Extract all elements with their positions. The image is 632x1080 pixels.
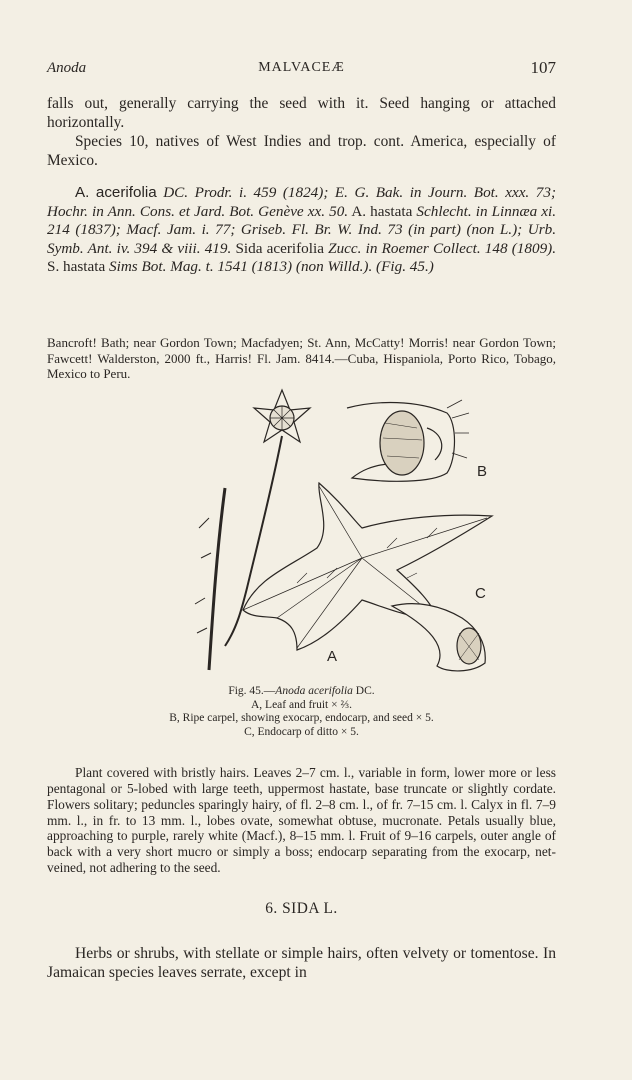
synonym-2: Sida acerifolia bbox=[235, 239, 324, 257]
running-head-family: MALVACEÆ bbox=[258, 60, 345, 75]
endocarp-figure bbox=[392, 604, 485, 671]
synonym-3: S. hastata bbox=[47, 258, 106, 275]
figure-label-b: B bbox=[477, 463, 488, 480]
running-head-genus: Anoda bbox=[47, 60, 87, 76]
figure-label-c: C bbox=[475, 585, 486, 602]
synonymy-citation-2: Schlecht. in Linnæa xi. 214 (1837); Macf. Jam. i. 77; Griseb. Fl. Br. W. Ind. 73 (in part) (non L.); Urb. Symb. Ant. iv. 394 & viii. 419. bbox=[47, 202, 557, 257]
synonym-1: A. hastata bbox=[351, 202, 413, 220]
main-stem bbox=[209, 488, 225, 670]
synonymy-citation-3: Zucc. in Roemer Collect. 148 (1809). bbox=[328, 239, 557, 257]
synonymy-citation-1: DC. Prodr. i. 459 (1824); E. G. Bak. in Journ. Bot. xxx. 73; Hochr. in Ann. Cons. et Jard. Bot. Genève xx. 50. bbox=[47, 184, 557, 220]
page-number: 107 bbox=[530, 58, 556, 77]
botanical-illustration bbox=[147, 378, 507, 678]
running-head bbox=[47, 58, 556, 80]
section-heading: 6. SIDA L. bbox=[265, 900, 338, 917]
species-name: acerifolia bbox=[95, 184, 157, 201]
caption-line: B, Ripe carpel, showing exocarp, endocarp, and seed × 5. bbox=[169, 712, 434, 724]
synonymy-citation-4: Sims Bot. Mag. t. 1541 (1813) (non Willd.). (Fig. 45.) bbox=[109, 258, 434, 275]
caption-line: A, Leaf and fruit × ⅔. bbox=[250, 698, 352, 711]
genus-abbrev: A. bbox=[75, 184, 90, 201]
genus-description: Herbs or shrubs, with stellate or simple hairs, often velvety or tomentose. In Jamaican species leaves serrate, except in bbox=[47, 944, 556, 981]
synonymy-paragraph bbox=[47, 184, 556, 277]
paragraph-seed: falls out, generally carrying the seed with it. Seed hanging or attached horizontally. bbox=[47, 95, 556, 131]
paragraph-species-count: Species 10, natives of West Indies and trop. cont. America, especially of Mexico. bbox=[47, 133, 556, 169]
figure-caption bbox=[47, 685, 556, 739]
caption-line: C, Endocarp of ditto × 5. bbox=[244, 725, 359, 738]
localities-paragraph: Bancroft! Bath; near Gordon Town; Macfadyen; St. Ann, McCatty! Morris! near Gordon Town; Fawcett! Walderston, 2000 ft., Harris! Fl. Jam. 8414.—Cuba, Hispaniola, Porto Rico, Tobago, Mexico to Peru. bbox=[47, 335, 556, 381]
figure-caption-title: Fig. 45.—Anoda acerifolia DC. bbox=[228, 685, 375, 697]
figure-label-a: A bbox=[327, 648, 338, 665]
ripe-carpel-figure bbox=[347, 400, 469, 481]
flower bbox=[254, 390, 310, 442]
species-description: Plant covered with bristly hairs. Leaves 2–7 cm. l., variable in form, lower more or less pentagonal or 5-lobed with large teeth, uppermost hastate, base truncate or slightly cordate. Flowers solitary; peduncles sparingly hairy, of fl. 2–8 cm. l., of fr. 7–15 cm. l. Calyx in fl. 7–9 mm. l., in fr. to 13 mm. l., lobes ovate, somewhat obtuse, mucronate. Petals usually blue, approaching to purple, rarely white (Macf.), 8–15 mm. l. Fruit of 9–16 carpels, outer angle of back with a very short mucro or simply a boss; endocarp separating from the exocarp, net-veined, not adhering to the seed. bbox=[47, 765, 556, 875]
